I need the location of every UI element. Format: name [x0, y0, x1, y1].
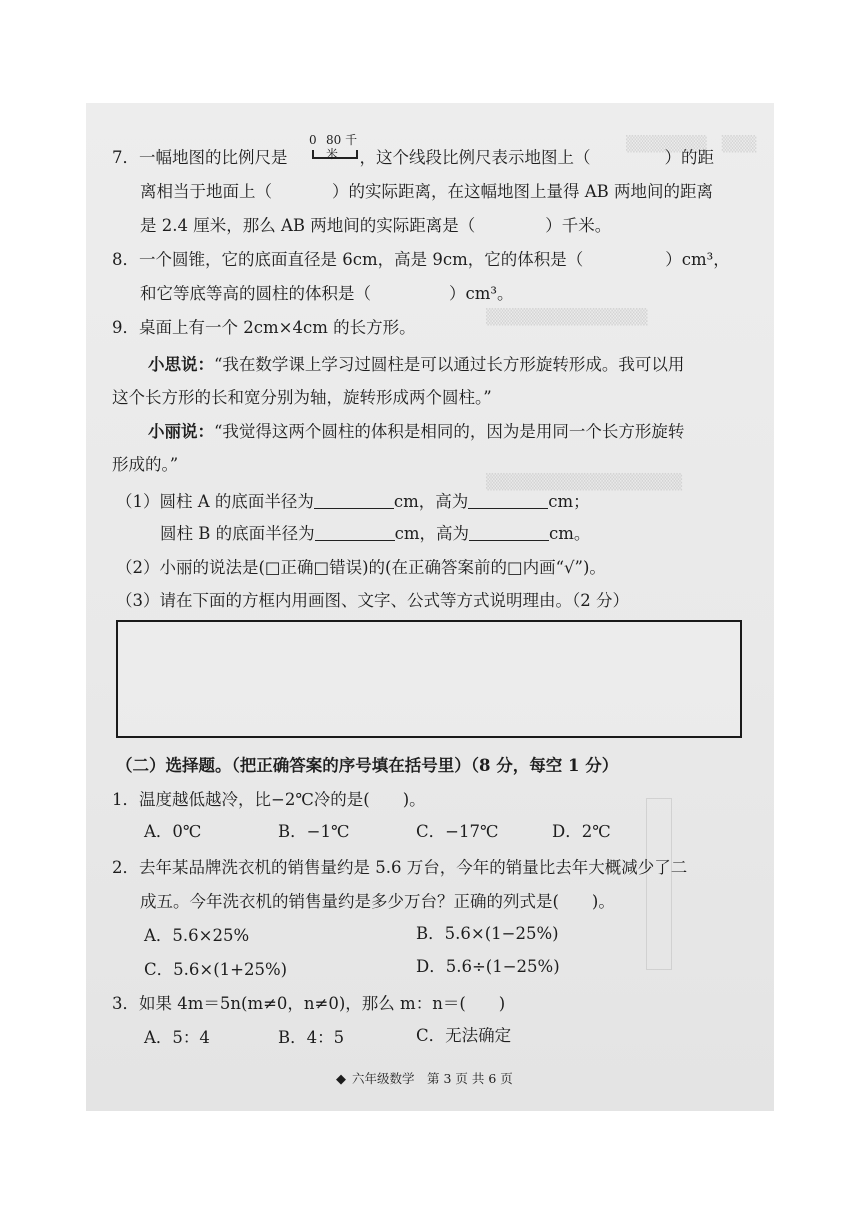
q9-line1: 9．桌面上有一个 2cm×4cm 的长方形。	[112, 318, 416, 337]
answer-blank[interactable]	[469, 524, 549, 541]
s2-q2-option-d: D．5.6÷(1−25%)	[416, 957, 560, 976]
s2-q1-option-b: B．−1℃	[278, 822, 350, 841]
s2-q3-stem: 3．如果 4m＝5n(m≠0，n≠0)，那么 m：n＝( )	[112, 994, 506, 1013]
q9-part1-b: 圆柱 B 的底面半径为 cm，高为 cm。	[160, 524, 591, 543]
s2-q3-option-c: C．无法确定	[416, 1026, 512, 1045]
exam-page	[86, 103, 774, 1111]
s2-q2-option-b: B．5.6×(1−25%)	[416, 924, 559, 943]
s2-q1-option-d: D．2℃	[552, 822, 611, 841]
answer-blank[interactable]	[468, 492, 548, 509]
answer-blank[interactable]	[315, 524, 395, 541]
q9-part1-a: （1）圆柱 A 的底面半径为 cm，高为 cm；	[116, 492, 590, 511]
section2-title: （二）选择题。（把正确答案的序号填在括号里）（8 分，每空 1 分）	[116, 756, 619, 775]
q9-xiaoli-cont: 形成的。”	[112, 455, 179, 474]
page-footer: ◆ 六年级数学 第 3 页 共 6 页	[336, 1071, 513, 1087]
q8-line2: 和它等底等高的圆柱的体积是（ ）cm³。	[140, 284, 514, 303]
answer-blank[interactable]	[314, 492, 394, 509]
s2-q2-stem1: 2．去年某品牌洗衣机的销售量约是 5.6 万台，今年的销量比去年大概减少了二	[112, 858, 688, 877]
q9-part3: （3）请在下面的方框内用画图、文字、公式等方式说明理由。（2 分）	[116, 591, 629, 610]
scale-distance: 80 千米	[326, 133, 358, 161]
q9-xiaosi: 小思说：“我在数学课上学习过圆柱是可以通过长方形旋转形成。我可以用	[148, 355, 685, 374]
scale-zero: 0	[309, 133, 317, 147]
s2-q3-option-b: B．4：5	[278, 1028, 345, 1047]
bleed-through-text: ▒▒▒▒▒▒▒ ▒▒▒	[626, 135, 757, 153]
bleed-through-box	[646, 798, 672, 970]
bleed-through-text: ▒▒▒▒▒▒▒▒▒▒▒▒▒▒	[486, 308, 648, 326]
s2-q3-option-a: A．5：4	[144, 1028, 210, 1047]
s2-q1-stem: 1．温度越低越冷，比−2℃冷的是( )。	[112, 790, 426, 809]
bleed-through-text: ▒▒▒▒▒▒▒▒▒▒▒▒▒▒▒▒▒	[486, 473, 683, 491]
s2-q2-stem2: 成五。今年洗衣机的销售量约是多少万台？正确的列式是( )。	[140, 892, 615, 911]
q9-xiaoli: 小丽说：“我觉得这两个圆柱的体积是相同的，因为是用同一个长方形旋转	[148, 422, 685, 441]
q7-line2: 离相当于地面上（ ）的实际距离，在这幅地图上量得 AB 两地间的距离	[140, 182, 714, 201]
answer-box[interactable]	[116, 620, 742, 738]
diamond-icon: ◆	[336, 1072, 346, 1087]
s2-q1-option-a: A．0℃	[144, 822, 202, 841]
q9-xiaosi-cont: 这个长方形的长和宽分别为轴，旋转形成两个圆柱。”	[112, 388, 492, 407]
s2-q2-option-c: C．5.6×(1+25%)	[144, 960, 288, 979]
q7-line3: 是 2.4 厘米，那么 AB 两地间的实际距离是（ ）千米。	[140, 216, 612, 235]
q9-part2: （2）小丽的说法是(□正确□错误)的(在正确答案前的□内画“√”)。	[116, 558, 606, 577]
s2-q1-option-c: C．−17℃	[416, 822, 499, 841]
s2-q2-option-a: A．5.6×25%	[144, 926, 250, 945]
q8-line1: 8．一个圆锥，它的底面直径是 6cm，高是 9cm，它的体积是（ ）cm³，	[112, 250, 730, 269]
q7-line1: 7．一幅地图的比例尺是 ，这个线段比例尺表示地图上（ ）的距	[112, 148, 714, 167]
